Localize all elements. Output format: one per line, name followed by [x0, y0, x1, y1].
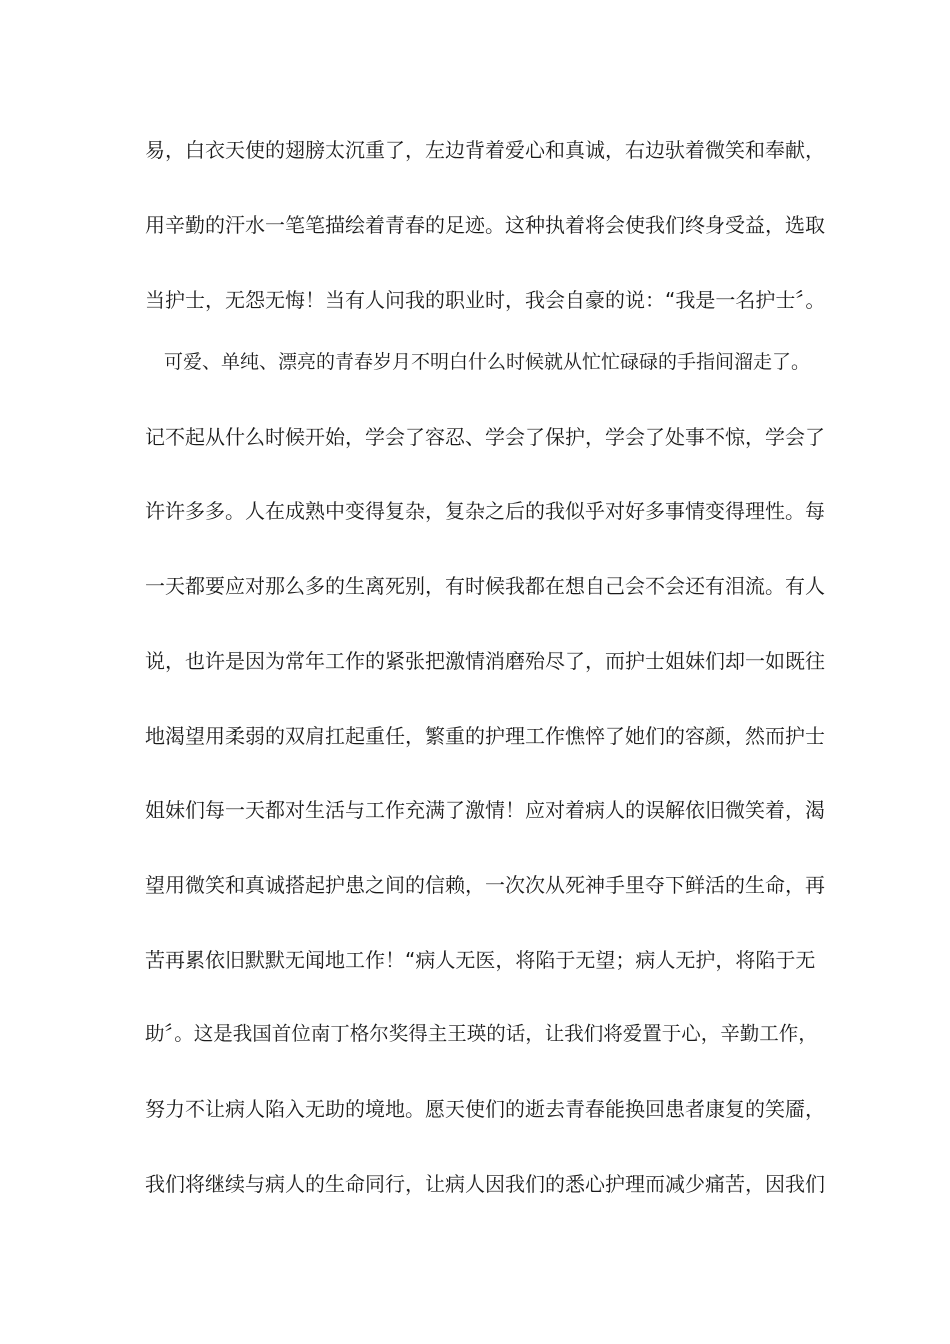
text-line: 地渴望用柔弱的双肩扛起重任，繁重的护理工作憔悴了她们的容颜，然而护士 [145, 724, 825, 748]
text-line: 一天都要应对那么多的生离死别，有时候我都在想自己会不会还有泪流。有人 [145, 574, 825, 598]
text-line: 助〞。这是我国首位南丁格尔奖得主王瑛的话，让我们将爱置于心，辛勤工作， [145, 1022, 818, 1045]
text-line: 努力不让病人陷入无助的境地。愿天使们的逝去青春能换回患者康复的笑靥， [145, 1097, 825, 1121]
text-line: 记不起从什么时候开始，学会了容忍、学会了保护，学会了处事不惊，学会了 [145, 425, 825, 449]
text-line: 我们将继续与病人的生命同行，让病人因我们的悉心护理而减少痛苦，因我们 [145, 1172, 825, 1196]
text-line: 说，也许是因为常年工作的紧张把激情消磨殆尽了，而护士姐妹们却一如既往 [145, 649, 825, 673]
text-line: 许许多多。人在成熟中变得复杂，复杂之后的我似乎对好多事情变得理性。每 [145, 499, 825, 523]
text-line: 可爱、单纯、漂亮的青春岁月不明白什么时候就从忙忙碌碌的手指间溜走了。 [145, 351, 811, 373]
text-line: 当护士，无怨无悔！当有人问我的职业时，我会自豪的说：“我是一名护士〞。 [145, 288, 826, 312]
text-line: 望用微笑和真诚搭起护患之间的信赖，一次次从死神手里夺下鲜活的生命，再 [145, 873, 825, 897]
text-line: 易，白衣天使的翅膀太沉重了，左边背着爱心和真诚，右边驮着微笑和奉献， [145, 138, 825, 162]
text-line: 苦再累依旧默默无闻地工作！“病人无医，将陷于无望；病人无护，将陷于无 [145, 948, 816, 972]
text-line: 姐妹们每一天都对生活与工作充满了激情！应对着病人的误解依旧微笑着，渴 [145, 798, 825, 822]
text-line: 用辛勤的汗水一笔笔描绘着青春的足迹。这种执着将会使我们终身受益，选取 [145, 213, 825, 237]
